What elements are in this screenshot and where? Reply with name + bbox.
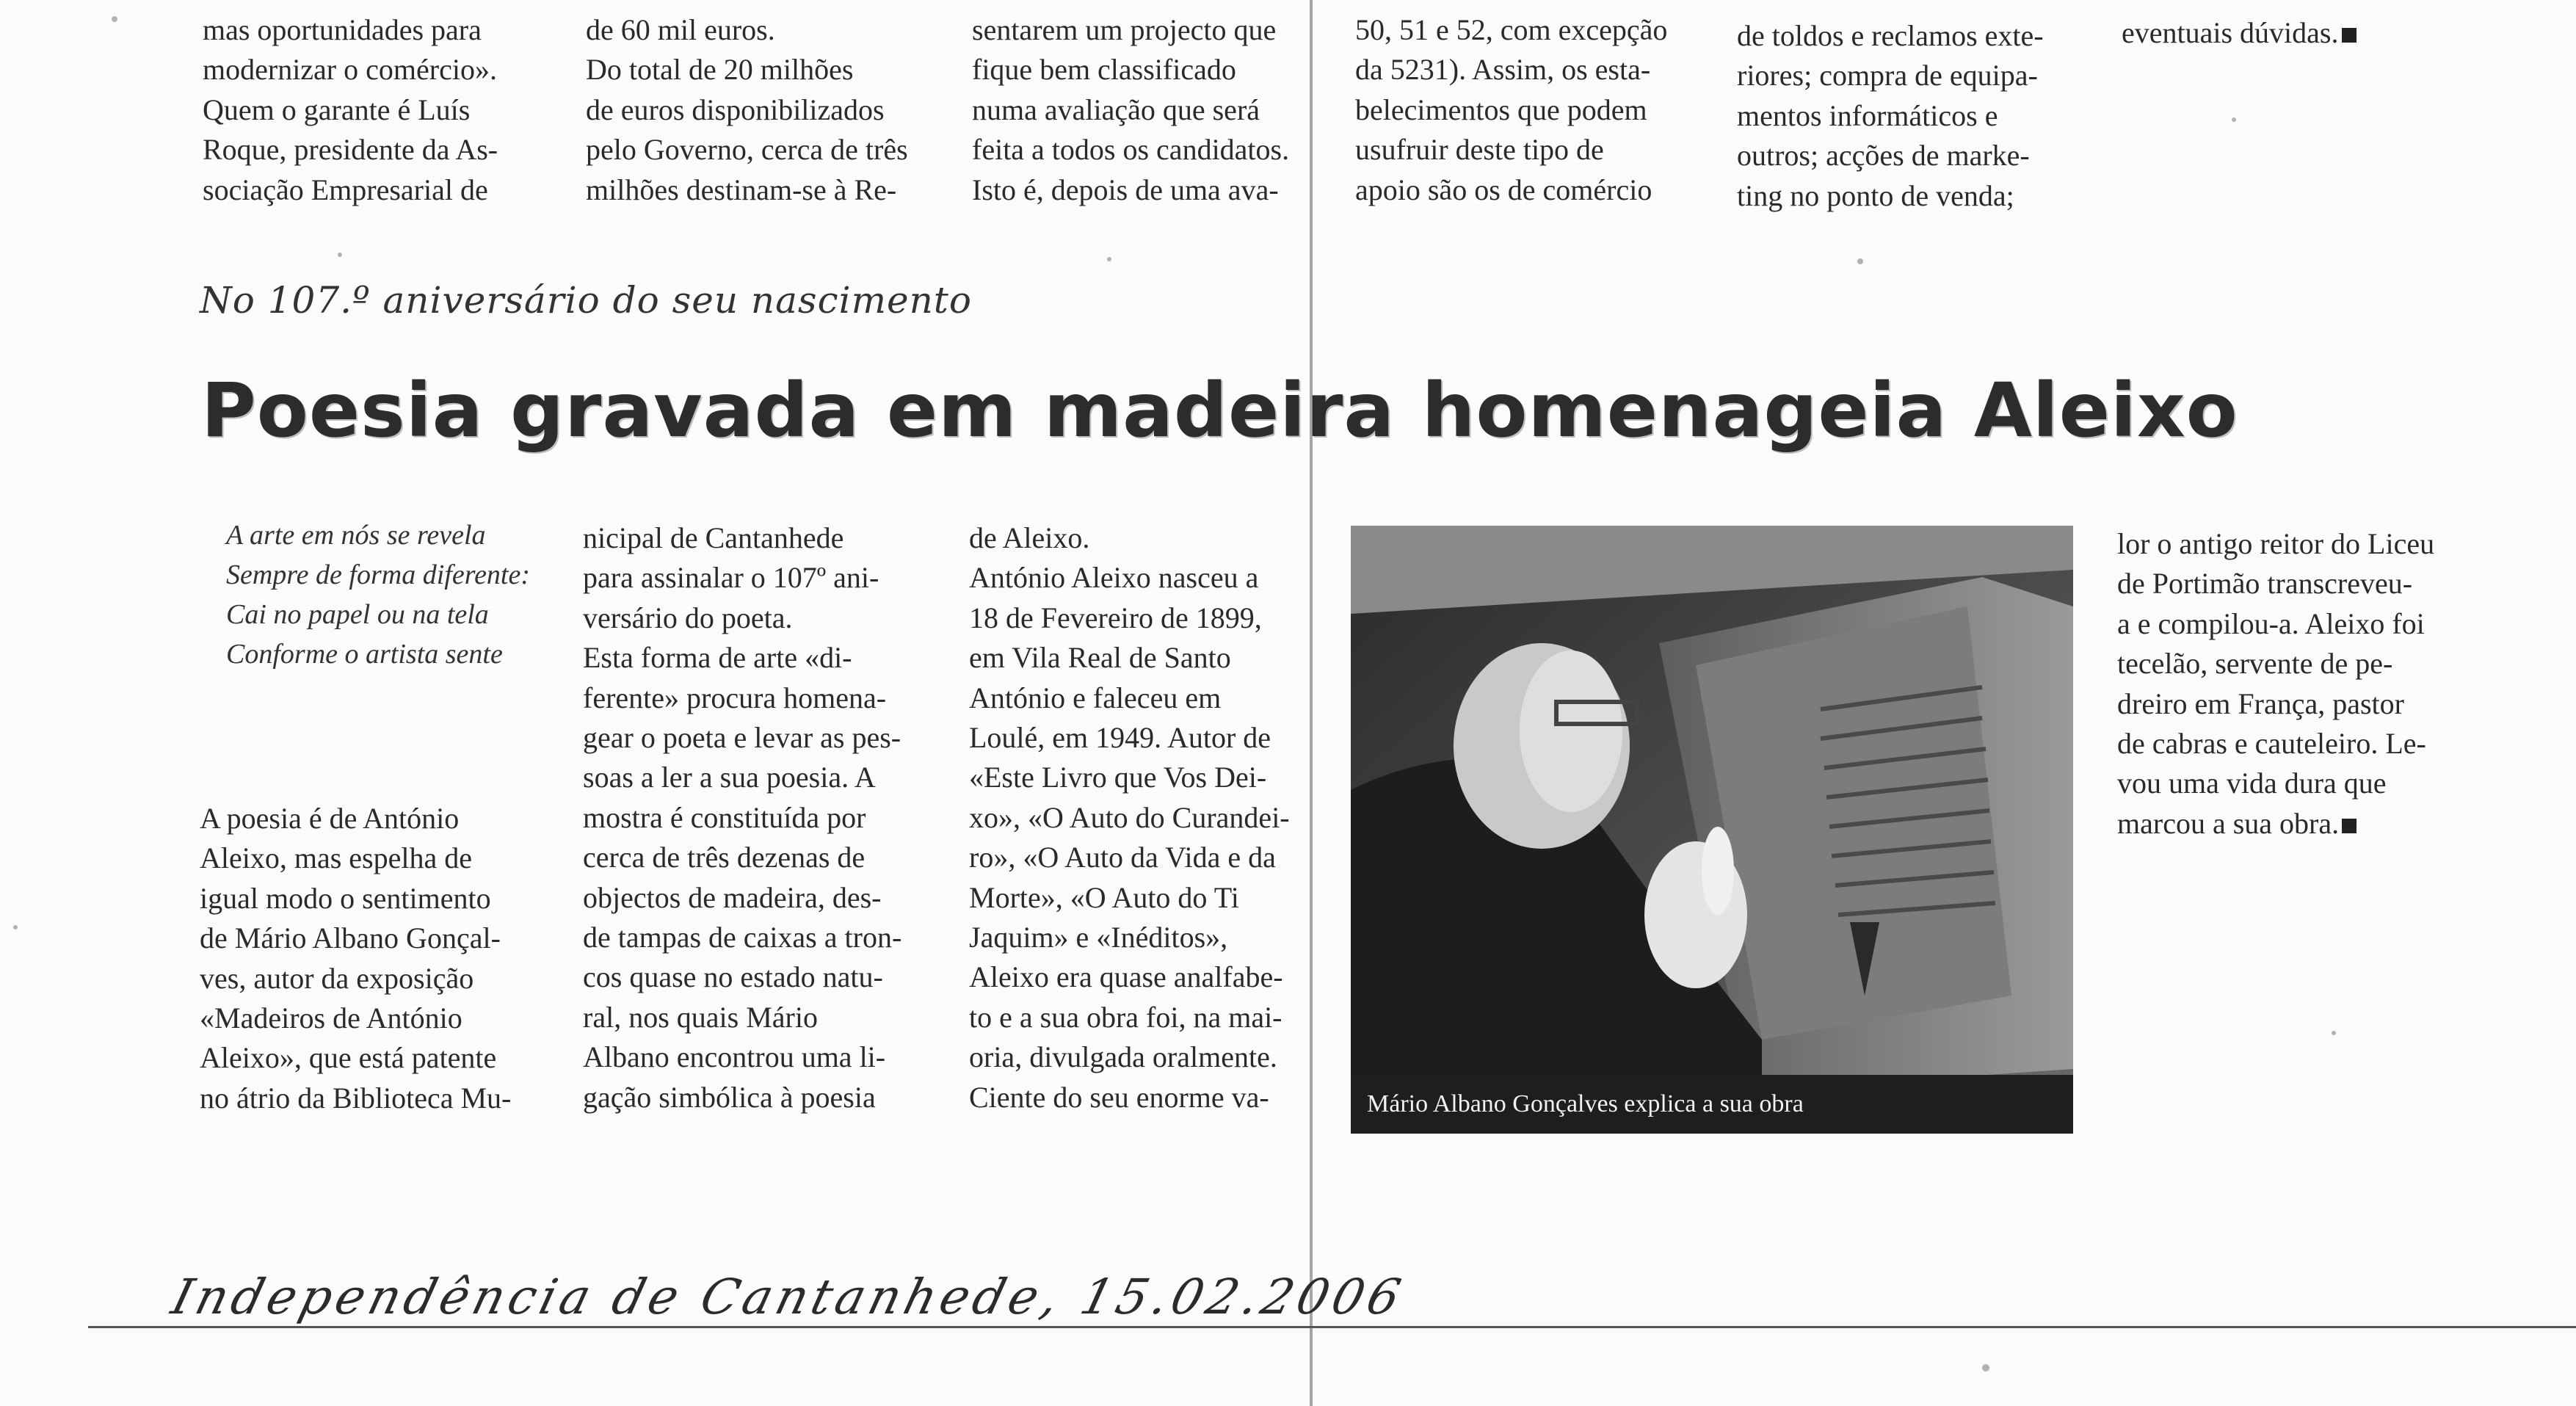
article-column-2-line: cos quase no estado natu- — [583, 960, 883, 994]
top-column-4-line: belecimentos que podem — [1355, 93, 1647, 126]
photo-image — [1351, 526, 2073, 1134]
scan-speck — [338, 253, 342, 257]
article-column-3-line: António e faleceu em — [969, 681, 1222, 714]
article-column-2-line: nicipal de Cantanhede — [583, 521, 844, 554]
poem-quote — [226, 515, 530, 674]
article-column-2 — [583, 518, 928, 1117]
article-column-1 — [200, 799, 540, 1118]
article-column-2-line: cerca de três dezenas de — [583, 841, 866, 874]
top-column-3-line: sentarem um projecto que — [972, 13, 1277, 46]
article-column-2-line: gação simbólica à poesia — [583, 1080, 876, 1114]
scan-speck — [1982, 1364, 1989, 1371]
article-column-3-line: xo», «O Auto do Curandei- — [969, 800, 1290, 834]
top-column-1 — [203, 10, 542, 210]
bottom-rule — [88, 1326, 2576, 1328]
poem-quote-line: Cai no papel ou na tela — [226, 599, 489, 630]
article-column-4 — [2117, 524, 2465, 844]
top-column-5-line: riores; compra de equipa- — [1737, 59, 2038, 93]
top-column-4-line: 50, 51 e 52, com excepção — [1355, 13, 1668, 46]
end-mark — [2342, 819, 2357, 833]
article-column-2-line: mostra é constituída por — [583, 800, 866, 834]
top-column-3-line: feita a todos os candidatos. — [972, 133, 1290, 167]
article-column-2-line: Albano encontrou uma li- — [583, 1040, 886, 1074]
article-column-4-line: tecelão, servente de pe- — [2117, 647, 2393, 681]
top-column-5-line: mentos informáticos e — [1737, 98, 1998, 132]
scan-speck — [2232, 117, 2236, 122]
top-column-4 — [1355, 10, 1699, 210]
article-column-3-line: Ciente do seu enorme va- — [969, 1080, 1269, 1114]
article-headline: Poesia gravada em madeira homenageia Aleixo — [201, 367, 2238, 454]
top-column-3-line: numa avaliação que será — [972, 93, 1260, 126]
article-column-2-line: de tampas de caixas a tron- — [583, 921, 902, 954]
article-column-4-line: a e compilou-a. Aleixo foi — [2117, 606, 2425, 640]
article-column-3-line: to e a sua obra foi, na mai- — [969, 1000, 1282, 1034]
top-column-4-line: usufruir deste tipo de — [1355, 133, 1604, 167]
top-column-5-line: de toldos e reclamos exte- — [1737, 19, 2044, 52]
top-column-1-line: modernizar o comércio». — [203, 53, 497, 87]
article-column-3-line: de Aleixo. — [969, 521, 1090, 554]
article-column-1-line: igual modo o sentimento — [200, 881, 491, 915]
article-column-3-line: Jaquim» e «Inéditos», — [969, 921, 1228, 954]
top-column-6 — [2122, 13, 2467, 53]
scan-speck — [2332, 1031, 2336, 1035]
article-column-3-line: Loulé, em 1949. Autor de — [969, 721, 1271, 755]
scan-speck — [1107, 257, 1111, 261]
top-column-2 — [586, 10, 931, 210]
article-column-2-line: Esta forma de arte «di- — [583, 641, 852, 675]
article-column-1-line: Aleixo, mas espelha de — [200, 841, 472, 875]
article-column-2-line: versário do poeta. — [583, 601, 793, 634]
top-column-1-line: Roque, presidente da As- — [203, 133, 498, 167]
photo-caption: Mário Albano Gonçalves explica a sua obra — [1351, 1075, 2073, 1134]
top-column-3-line: fique bem classificado — [972, 53, 1236, 87]
article-column-2-line: para assinalar o 107º ani- — [583, 561, 879, 595]
article-column-1-line: de Mário Albano Gonçal- — [200, 921, 501, 955]
article-column-4-line: vou uma vida dura que — [2117, 767, 2387, 800]
scan-speck — [1857, 258, 1863, 264]
article-column-3-line: António Aleixo nasceu a — [969, 561, 1259, 595]
scan-speck — [13, 925, 18, 930]
top-column-4-line: da 5231). Assim, os esta- — [1355, 53, 1651, 87]
article-column-3 — [969, 518, 1310, 1117]
poem-quote-line: Conforme o artista sente — [226, 639, 503, 670]
article-column-1-line: Aleixo», que está patente — [200, 1041, 497, 1075]
article-column-4-line: de cabras e cauteleiro. Le- — [2117, 727, 2426, 761]
article-column-2-line: ferente» procura homena- — [583, 681, 887, 714]
poem-quote-line: A arte em nós se revela — [226, 520, 486, 551]
article-column-1-line: ves, autor da exposição — [200, 961, 474, 995]
top-column-2-line: milhões destinam-se à Re- — [586, 173, 897, 206]
top-column-1-line: sociação Empresarial de — [203, 173, 488, 206]
article-column-4-line: lor o antigo reitor do Liceu — [2117, 527, 2435, 560]
article-column-3-line: em Vila Real de Santo — [969, 641, 1231, 675]
top-column-2-line: Do total de 20 milhões — [586, 53, 854, 87]
top-column-2-line: de euros disponibilizados — [586, 93, 885, 126]
page-fold — [1310, 0, 1313, 1406]
article-column-2-line: soas a ler a sua poesia. A — [583, 761, 876, 794]
article-column-3-line: 18 de Fevereiro de 1899, — [969, 601, 1262, 634]
top-column-5-line: outros; acções de marke- — [1737, 139, 2030, 173]
end-mark — [2342, 28, 2357, 43]
top-column-5-line: ting no ponto de venda; — [1737, 178, 2014, 212]
article-photo — [1351, 526, 2073, 1134]
handwritten-source-note: Independência de Cantanhede, 15.02.2006 — [166, 1269, 1411, 1325]
scan-speck — [112, 16, 117, 22]
article-column-2-line: gear o poeta e levar as pes- — [583, 721, 901, 755]
article-column-3-line: Aleixo era quase analfabe- — [969, 960, 1283, 994]
top-column-3-line: Isto é, depois de uma ava- — [972, 173, 1279, 206]
article-column-3-line: ro», «O Auto da Vida e da — [969, 841, 1276, 874]
article-column-4-line: de Portimão transcreveu- — [2117, 567, 2413, 601]
article-column-3-line: oria, divulgada oralmente. — [969, 1040, 1277, 1074]
top-column-5 — [1737, 16, 2079, 216]
article-column-2-line: ral, nos quais Mário — [583, 1000, 818, 1034]
top-column-2-line: pelo Governo, cerca de três — [586, 133, 908, 167]
article-column-3-line: «Este Livro que Vos Dei- — [969, 761, 1267, 794]
article-column-1-line: «Madeiros de António — [200, 1001, 462, 1035]
top-column-1-line: mas oportunidades para — [203, 13, 482, 46]
article-column-1-line: A poesia é de António — [200, 802, 460, 835]
top-column-2-line: de 60 mil euros. — [586, 13, 775, 46]
top-column-4-line: apoio são os de comércio — [1355, 173, 1652, 206]
top-column-1-line: Quem o garante é Luís — [203, 93, 471, 126]
article-column-4-line: dreiro em França, pastor — [2117, 686, 2404, 720]
article-column-3-line: Morte», «O Auto do Ti — [969, 880, 1239, 914]
top-column-3 — [972, 10, 1308, 210]
top-column-6-text: eventuais dúvidas. — [2122, 16, 2339, 49]
article-column-2-line: objectos de madeira, des- — [583, 880, 882, 914]
poem-quote-line: Sempre de forma diferente: — [226, 559, 531, 590]
article-column-1-line: no átrio da Biblioteca Mu- — [200, 1081, 512, 1115]
article-kicker: No 107.º aniversário do seu nascimento — [200, 279, 972, 322]
article-column-4-line: marcou a sua obra. — [2117, 806, 2340, 840]
